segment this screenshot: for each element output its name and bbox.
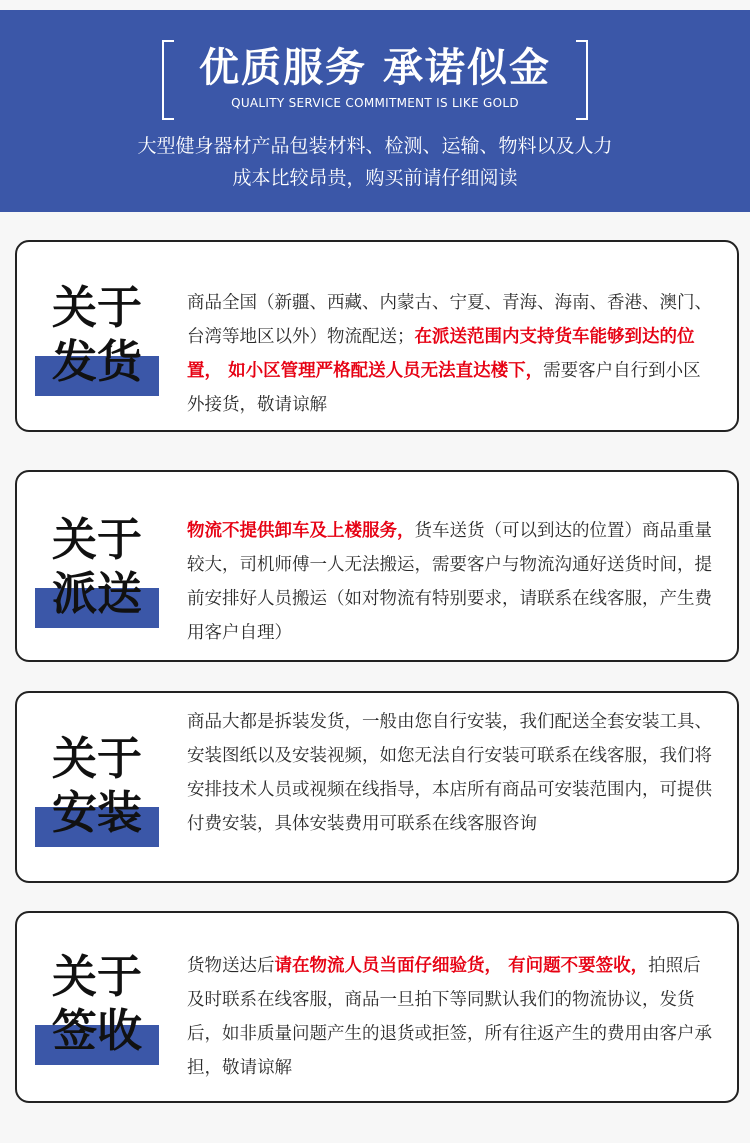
label-line-2: 派送 [51, 567, 142, 620]
card-body [187, 949, 717, 1085]
body-segment-highlight: 请在物流人员当面仔细验货， 有问题不要签收， [274, 956, 649, 976]
page-title: 优质服务 承诺似金 [199, 45, 551, 91]
intro-line-2: 成本比较昂贵，购买前请仔细阅读 [232, 167, 518, 189]
card-installation [15, 691, 739, 883]
body-segment: 拍照后及时联系在线客服，商品一旦拍下等同默认我们的物流协议，发货后，如非质量问题产生的退货或拒签，所有往返产生的费用由客户承担，敬请谅解 [187, 956, 712, 1078]
body-segment: 货车送货（可以到达的位置）商品重量较大，司机师傅一人无法搬运，需要客户与物流沟通好送货时间，提前安排好人员搬运（如对物流有特别要求，请联系在线客服，产生费用客户自理） [187, 521, 712, 643]
label-line-1: 关于 [51, 513, 142, 566]
card-signing [15, 911, 739, 1103]
body-segment-highlight: 物流不提供卸车及上楼服务， [187, 521, 415, 541]
label-line-1: 关于 [51, 281, 142, 334]
card-body [187, 705, 717, 841]
title-frame [162, 40, 588, 120]
body-segment: 商品全国（新疆、西藏、内蒙古、宁夏、青海、海南、香港、澳门、台湾等地区以外）物流配送； [187, 293, 712, 347]
page-subtitle: QUALITY SERVICE COMMITMENT IS LIKE GOLD [231, 96, 519, 110]
card-delivery [15, 470, 739, 662]
card-label [35, 731, 159, 851]
label-line-1: 关于 [51, 950, 142, 1003]
card-body [187, 286, 717, 422]
intro-line-1: 大型健身器材产品包装材料、检测、运输、物料以及人力 [137, 135, 613, 157]
body-segment: 需要客户自行到小区外接货，敬请谅解 [187, 361, 701, 415]
card-label [35, 949, 159, 1069]
label-line-1: 关于 [51, 732, 142, 785]
label-line-2: 安装 [51, 786, 142, 839]
card-body [187, 514, 717, 650]
card-shipping [15, 240, 739, 432]
body-segment-highlight: 在派送范围内支持货车能够到达的位置， 如小区管理严格配送人员无法直达楼下， [187, 327, 695, 381]
body-segment: 货物送达后 [187, 956, 275, 976]
card-label [35, 512, 159, 632]
label-line-2: 发货 [51, 335, 142, 388]
label-line-2: 签收 [51, 1004, 142, 1057]
intro-text [0, 130, 750, 194]
header-banner [0, 10, 750, 212]
card-label [35, 280, 159, 400]
body-segment: 商品大都是拆装发货，一般由您自行安装，我们配送全套安装工具、安装图纸以及安装视频，如您无法自行安装可联系在线客服，我们将安排技术人员或视频在线指导，本店所有商品可安装范围内，可提供付费安装，具体安装费用可联系在线客服咨询 [187, 712, 712, 834]
